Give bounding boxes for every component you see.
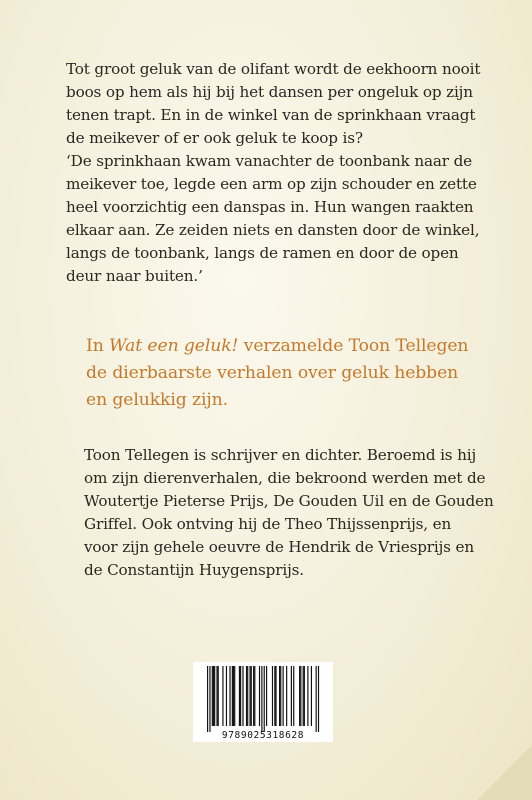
barcode-bar xyxy=(212,666,213,726)
blurb-text xyxy=(66,58,486,288)
barcode-bar xyxy=(254,666,255,726)
barcode-bar xyxy=(213,666,214,726)
barcode-bar xyxy=(286,666,287,726)
barcode-bar xyxy=(216,666,217,726)
barcode-bars xyxy=(207,666,319,732)
barcode-bar xyxy=(316,666,317,732)
bio-line: Toon Tellegen is schrijver en dichter. Beroemd is hij xyxy=(84,446,477,464)
blurb-line: Tot groot geluk van de olifant wordt de eekhoorn nooit xyxy=(66,60,481,78)
barcode-bar xyxy=(232,666,233,726)
barcode-bar xyxy=(299,666,300,726)
barcode-bar xyxy=(249,666,250,726)
bio-line: Woutertje Pieterse Prijs, De Gouden Uil en de Gouden xyxy=(84,492,494,510)
barcode-bar xyxy=(234,666,235,726)
barcode xyxy=(193,662,333,742)
barcode-image xyxy=(193,662,333,742)
barcode-bar xyxy=(318,666,319,732)
barcode-bar xyxy=(275,666,276,726)
barcode-bar xyxy=(274,666,275,726)
blurb-line: tenen trapt. En in de winkel van de sprinkhaan vraagt xyxy=(66,106,476,124)
barcode-bar xyxy=(247,666,248,726)
barcode-bar xyxy=(266,666,267,726)
highlight-line-1 xyxy=(86,333,486,360)
blurb-line: deur naar buiten.’ xyxy=(66,267,203,285)
barcode-bar xyxy=(226,666,227,726)
barcode-bar xyxy=(251,666,252,726)
blurb-line: heel voorzichtig een danspas in. Hun wangen raakten xyxy=(66,198,474,216)
highlight-line-2: de dierbaarste verhalen over geluk hebben xyxy=(86,363,459,383)
barcode-bar xyxy=(283,666,284,726)
highlight-line-1-rest: verzamelde Toon Tellegen xyxy=(238,336,469,356)
barcode-bar xyxy=(291,666,292,726)
barcode-bar xyxy=(307,666,308,726)
barcode-bar xyxy=(242,666,243,726)
barcode-bar xyxy=(246,666,247,726)
barcode-bar xyxy=(300,666,301,726)
barcode-bar xyxy=(293,666,294,726)
bio-line: Griffel. Ook ontving hij de Theo Thijssenprijs, en xyxy=(84,515,452,533)
barcode-bar xyxy=(233,666,234,726)
book-title: Wat een geluk! xyxy=(109,336,239,356)
bio-line: de Constantijn Huygensprijs. xyxy=(84,561,304,579)
barcode-bar xyxy=(240,666,241,726)
highlight-prefix: In xyxy=(86,336,110,356)
page-corner xyxy=(477,745,532,800)
barcode-bar xyxy=(218,666,219,726)
barcode-bar xyxy=(229,666,230,726)
barcode-bar xyxy=(311,666,312,726)
barcode-bar xyxy=(279,666,280,726)
barcode-bar xyxy=(209,666,210,732)
blurb-line: meikever toe, legde een arm op zijn schouder en zette xyxy=(66,175,477,193)
blurb-line: elkaar aan. Ze zeiden niets en dansten door de winkel, xyxy=(66,221,480,239)
blurb-line: ‘De sprinkhaan kwam vanachter de toonbank naar de xyxy=(66,152,472,170)
barcode-bar xyxy=(303,666,304,726)
highlight-line-3: en gelukkig zijn. xyxy=(86,390,228,410)
barcode-bar xyxy=(222,666,223,726)
barcode-bar xyxy=(280,666,281,726)
barcode-bar xyxy=(259,666,260,726)
isbn-digits: 9789025318628 xyxy=(221,730,305,741)
author-bio xyxy=(84,444,504,582)
blurb-line: de meikever of er ook geluk te koop is? xyxy=(66,129,363,147)
barcode-bar xyxy=(239,666,240,726)
blurb-line: langs de toonbank, langs de ramen en door de open xyxy=(66,244,459,262)
barcode-bar xyxy=(272,666,273,726)
blurb-line: boos op hem als hij bij het dansen per ongeluk op zijn xyxy=(66,83,473,101)
bio-line: om zijn dierenverhalen, die bekroond werden met de xyxy=(84,469,486,487)
barcode-bar xyxy=(207,666,208,732)
barcode-bar xyxy=(304,666,305,726)
bio-line: voor zijn gehele oeuvre de Hendrik de Vriesprijs en xyxy=(84,538,474,556)
highlight-text xyxy=(86,333,486,414)
barcode-bar xyxy=(253,666,254,726)
barcode-bar xyxy=(214,666,215,726)
barcode-bar xyxy=(264,666,265,732)
barcode-bar xyxy=(261,666,262,732)
